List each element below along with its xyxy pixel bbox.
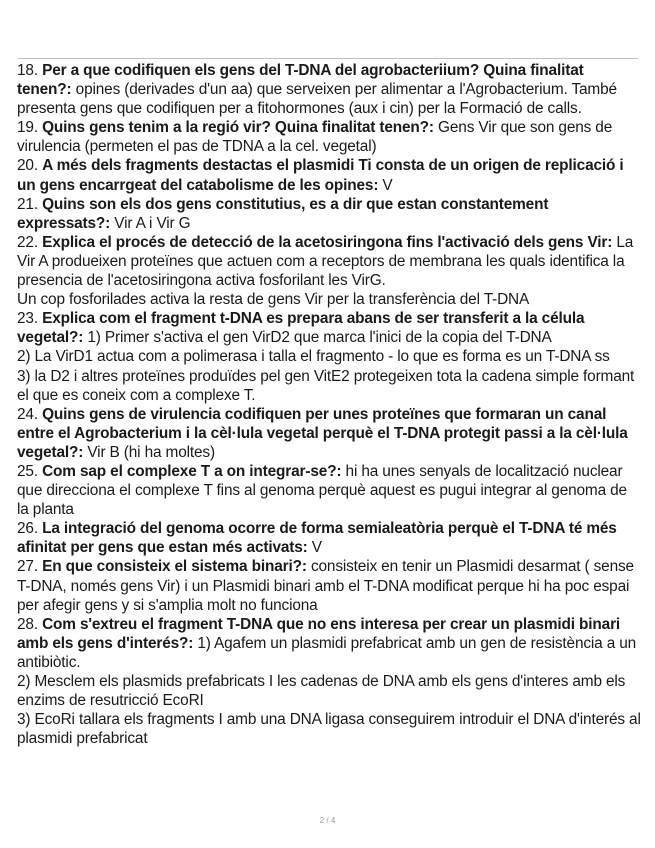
qa-item (17, 233, 641, 309)
qa-item (17, 405, 641, 462)
qa-item (17, 195, 641, 233)
qa-line (17, 557, 641, 614)
question-number: 25. (17, 462, 38, 480)
qa-item (17, 462, 641, 519)
answer-text: V (307, 539, 322, 557)
answer-text: consisteix en tenir un Plasmidi desarmat ( sense T-DNA, només gens Vir) i un Plasmidi binari amb el T-DNA modificat perque hi ha poc espai per afegir gens y si s'amplia molt no funciona (17, 558, 634, 614)
answer-continuation: 2) La VirD1 actua com a polimerasa i talla el fragmento - lo que es forma es un T-DNA ss (17, 348, 610, 366)
question-number: 22. (17, 233, 38, 251)
question-text: Explica el procés de detecció de la acetosiringona fins l'activació dels gens Vir: (42, 233, 613, 251)
answer-continuation: 2) Mesclem els plasmids prefabricats I les cadenas de DNA amb els gens d'interes amb els enzims de resutricció EcoRI (17, 673, 626, 710)
question-text: A més dels fragments destactas el plasmidi Ti consta de un origen de replicació i un gens encarrgeat del catabolisme de les opines: (17, 157, 624, 194)
question-number: 19. (17, 119, 38, 137)
qa-item (17, 615, 641, 749)
qa-line (17, 118, 641, 156)
question-text: Per a que codifiquen els gens del T-DNA del agrobacteriium? Quina finalitat tenen?: (17, 62, 584, 99)
qa-line (17, 462, 641, 519)
answer-text: Gens Vir que son gens de virulencia (permeten el pas de TDNA a la cel. vegetal) (17, 119, 613, 156)
answer-text: opines (derivades d'un aa) que serveixen per alimentar a l'Agrobacterium. També presenta gens que codifiquen per a fitohormones (aux i cin) per la Formació de calls. (17, 81, 617, 118)
question-text: Quins son els dos gens constitutius, es a dir que estan constantement expressats?: (17, 195, 549, 232)
question-number: 26. (17, 520, 38, 538)
question-number: 18. (17, 62, 38, 79)
qa-line (17, 61, 641, 118)
question-number: 24. (17, 405, 38, 423)
question-text: Com s'extreu el fragment T-DNA que no ens interesa per crear un plasmidi binari amb els gens d'interés?: (17, 615, 621, 652)
document-body (17, 61, 641, 748)
question-number: 20. (17, 157, 38, 175)
question-number: 23. (17, 310, 38, 328)
qa-item (17, 519, 641, 557)
page-number: 2 / 4 (319, 816, 336, 825)
question-text: Com sap el complexe T a on integrar-se?: (42, 462, 342, 480)
answer-text: 1) Agafem un plasmidi prefabricat amb un gen de resistència a un antibiòtic. (17, 634, 637, 671)
question-number: 28. (17, 615, 38, 633)
qa-item (17, 557, 641, 614)
qa-line (17, 233, 641, 290)
answer-continuation: 3) la D2 i altres proteïnes produïdes pel gen VitE2 protegeixen tota la cadena simple formant el que es coneix com a complexe T. (17, 367, 635, 404)
qa-item (17, 156, 641, 194)
qa-line (17, 615, 641, 672)
qa-line (17, 309, 641, 347)
answer-text: hi ha unes senyals de localització nuclear que direcciona el complexe T fins al genoma perquè aquest es pugui integrar al genoma de la planta (17, 462, 627, 519)
question-text: Quins gens tenim a la regió vir? Quina finalitat tenen?: (42, 119, 434, 137)
qa-line (17, 156, 641, 194)
question-text: En que consisteix el sistema binari?: (42, 558, 307, 576)
answer-text: Vir B (hi ha moltes) (83, 443, 215, 461)
question-number: 27. (17, 558, 38, 576)
answer-text: V (378, 176, 393, 194)
qa-item (17, 309, 641, 404)
qa-line (17, 519, 641, 557)
qa-line (17, 195, 641, 233)
answer-continuation: 3) EcoRi tallara els fragments I amb una DNA ligasa conseguirem introduir el DNA d'interés al plasmidi prefabricat (17, 711, 641, 748)
question-text: Quins gens de virulencia codifiquen per unes proteïnes que formaran un canal entre el Agrobacterium i la cèl·lula vegetal perquè el T-DNA protegit passi a la cèl·lula vegetal?: (17, 405, 628, 461)
answer-continuation: Un cop fosforilades activa la resta de gens Vir per la transferència del T-DNA (17, 291, 530, 309)
question-number: 21. (17, 195, 38, 213)
question-text: Explica com el fragment t-DNA es prepara abans de ser transferit a la célula vegetal?: (17, 310, 585, 347)
question-text: La integració del genoma ocorre de forma semialeatòria perquè el T-DNA té més afinitat per gens que estan més activats: (17, 520, 617, 557)
answer-text: Vir A i Vir G (110, 214, 191, 232)
answer-text: 1) Primer s'activa el gen VirD2 que marca l'inici de la copia del T-DNA (83, 329, 552, 347)
qa-item (17, 61, 641, 118)
answer-text: La Vir A produeixen proteïnes que actuen com a receptors de membrana les quals identifica la presencia de l'acetosiringona activa fosforilant les VirG. (17, 233, 634, 290)
qa-line (17, 405, 641, 462)
qa-item (17, 118, 641, 156)
header-divider (18, 58, 638, 59)
